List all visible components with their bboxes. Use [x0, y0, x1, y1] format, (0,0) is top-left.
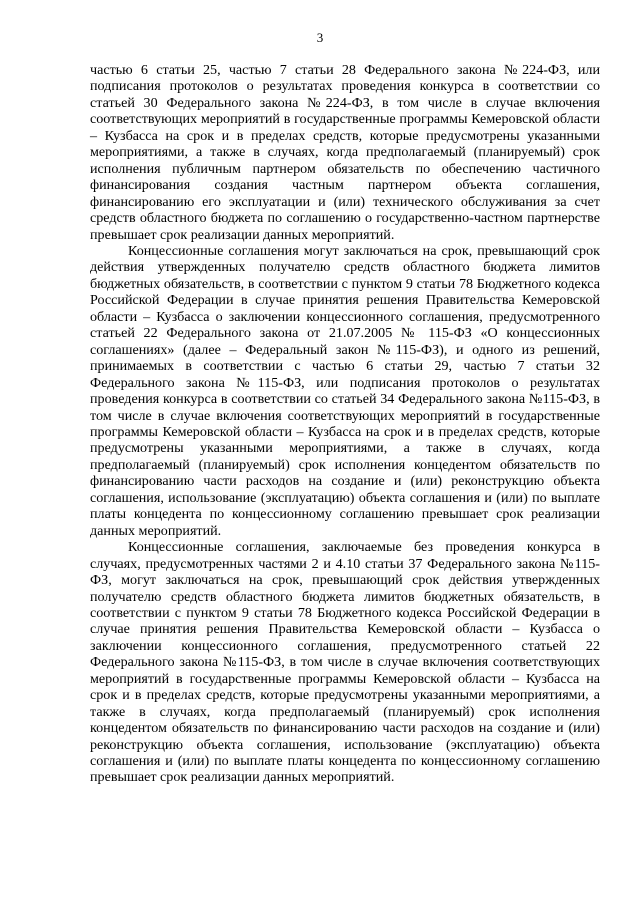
document-body: [90, 62, 600, 786]
paragraph-1: частью 6 статьи 25, частью 7 статьи 28 Федерального закона №224-ФЗ, или подписания протоколов о результатах проведения конкурса в соответствии со статьей 30 Федерального закона №224-ФЗ, в том числе в случае включения соответствующих мероприятий в государственные программы Кемеровской области – Кузбасса на срок и в пределах средств, которые предусмотрены указанными мероприятиями, а также в случаях, когда предполагаемый (планируемый) срок исполнения публичным партнером обязательств по обеспечению частичного финансирования создания частным партнером объекта соглашения, финансированию его эксплуатации и (или) технического обслуживания за счет средств областного бюджета по соглашению о государственно-частном партнерстве превышает срок реализации данных мероприятий.: [90, 62, 600, 243]
paragraph-2: Концессионные соглашения могут заключаться на срок, превышающий срок действия утвержденных получателю средств областного бюджета лимитов бюджетных обязательств, в соответствии с пунктом 9 статьи 78 Бюджетного кодекса Российской Федерации в случае принятия решения Правительства Кемеровской области – Кузбасса о заключении концессионного соглашения, предусмотренного статьей 22 Федерального закона от 21.07.2005 № 115-ФЗ «О концессионных соглашениях» (далее – Федеральный закон №115-ФЗ), и одного из решений, принимаемых в соответствии с частью 6 статьи 29, частью 7 статьи 32 Федерального закона №115-ФЗ, или подписания протоколов о результатах проведения конкурса в соответствии со статьей 34 Федерального закона №115-ФЗ, в том числе в случае включения соответствующих мероприятий в государственные программы Кемеровской области – Кузбасса на срок и в пределах средств, которые предусмотрены указанными мероприятиями, а также в случаях, когда предполагаемый (планируемый) срок исполнения концедентом обязательств по финансированию части расходов на создание и (или) реконструкцию объекта соглашения, использование (эксплуатацию) объекта соглашения и (или) по выплате платы концедента по концессионному соглашению превышает срок реализации данных мероприятий.: [90, 242, 600, 539]
paragraph-3: Концессионные соглашения, заключаемые без проведения конкурса в случаях, предусмотренных частями 2 и 4.10 статьи 37 Федерального закона №115-ФЗ, могут заключаться на срок, превышающий срок действия утвержденных получателю средств областного бюджета лимитов бюджетных обязательств, в соответствии с пунктом 9 статьи 78 Бюджетного кодекса Российской Федерации в случае принятия решения Правительства Кемеровской области – Кузбасса о заключении концессионного соглашения, предусмотренного статьей 22 Федерального закона №115-ФЗ, в том числе в случае включения соответствующих мероприятий в государственные программы Кемеровской области – Кузбасса на срок и в пределах средств, которые предусмотрены указанными мероприятиями, а также в случаях, когда предполагаемый (планируемый) срок исполнения концедентом обязательств по финансированию части расходов на создание и (или) реконструкцию объекта соглашения, использование (эксплуатацию) объекта соглашения и (или) по выплате платы концедента по концессионному соглашению превышает срок реализации данных мероприятий.: [90, 539, 600, 786]
page-number: 3: [316, 30, 324, 45]
